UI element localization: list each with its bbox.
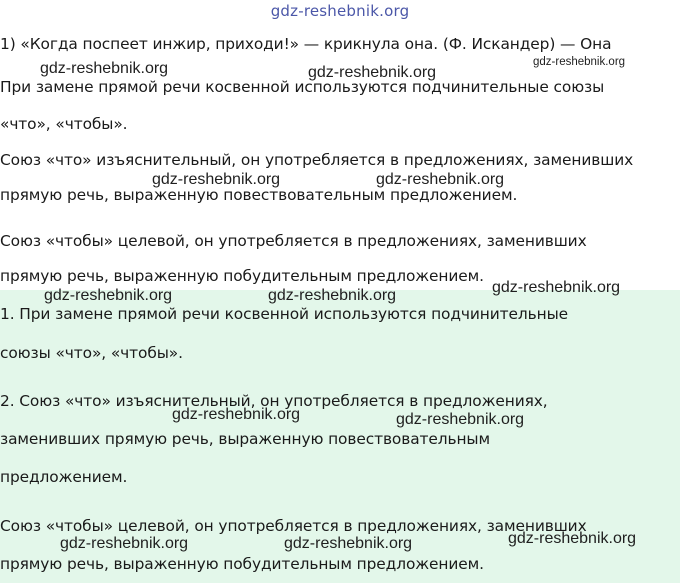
watermark: gdz-reshebnik.org: [308, 64, 437, 81]
explanation-line: Союз «что» изъяснительный, он употребляется в предложениях, заменивших: [0, 151, 634, 169]
watermark: gdz-reshebnik.org: [268, 287, 397, 304]
site-title[interactable]: gdz-reshebnik.org: [270, 2, 410, 20]
watermark: gdz-reshebnik.org: [60, 535, 189, 552]
explanation-line: При замене прямой речи косвенной используются подчинительные союзы: [0, 78, 605, 96]
watermark: gdz-reshebnik.org: [152, 171, 281, 188]
watermark: gdz-reshebnik.org: [376, 171, 505, 188]
answer-line: заменивших прямую речь, выраженную повествовательным: [0, 430, 490, 448]
watermark: gdz-reshebnik.org: [44, 287, 173, 304]
watermark: gdz-reshebnik.org: [508, 530, 637, 547]
answer-line: предложением.: [0, 468, 128, 486]
answer-line: союзы «что», «чтобы».: [0, 344, 183, 362]
watermark: gdz-reshebnik.org: [40, 60, 169, 77]
answer-line: Союз «чтобы» целевой, он употребляется в предложениях, заменивших: [0, 517, 587, 535]
watermark: gdz-reshebnik.org: [172, 406, 301, 423]
watermark: gdz-reshebnik.org: [492, 279, 621, 296]
question-text: 1) «Когда поспеет инжир, приходи!» — крикнула она. (Ф. Искандер) — Она: [0, 35, 612, 53]
watermark: gdz-reshebnik.org: [284, 535, 413, 552]
explanation-line: Союз «чтобы» целевой, он употребляется в предложениях, заменивших: [0, 232, 587, 250]
explanation-line: «что», «чтобы».: [0, 115, 128, 133]
answer-line: прямую речь, выраженную побудительным предложением.: [0, 555, 484, 573]
watermark: gdz-reshebnik.org: [396, 411, 525, 428]
answer-line: 2. Союз «что» изъяснительный, он употребляется в предложениях,: [0, 392, 548, 410]
explanation-line: прямую речь, выраженную побудительным предложением.: [0, 267, 484, 285]
answer-line: 1. При замене прямой речи косвенной используются подчинительные: [0, 305, 569, 323]
explanation-line: прямую речь, выраженную повествовательным предложением.: [0, 186, 518, 204]
watermark: gdz-reshebnik.org: [533, 56, 626, 68]
